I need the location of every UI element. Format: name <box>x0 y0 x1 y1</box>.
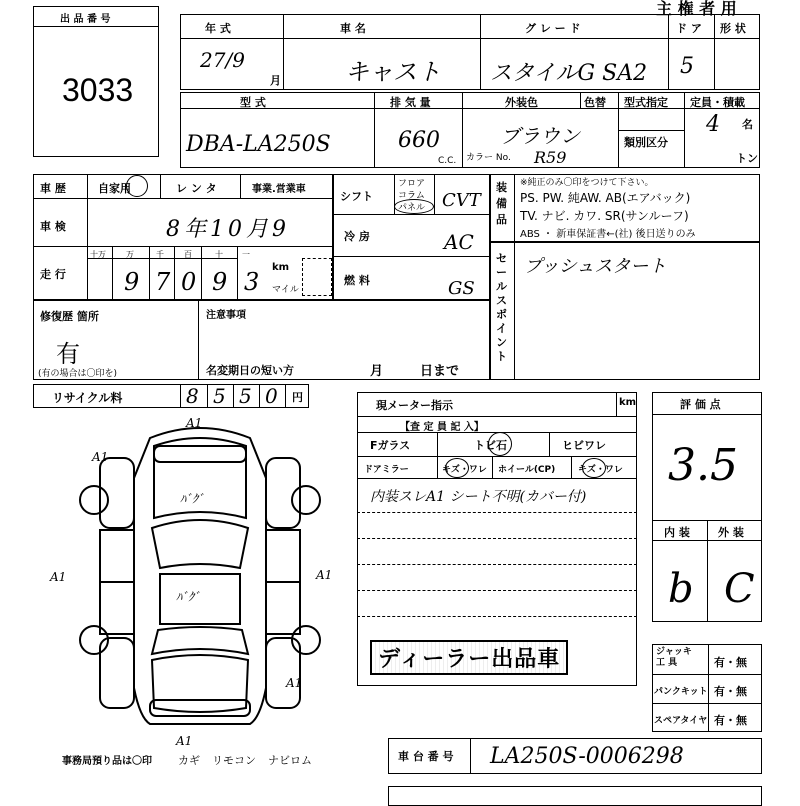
car-windshield <box>152 520 248 568</box>
recycle-digit-0: 8 <box>186 384 199 408</box>
rental-use: レ ン タ <box>176 182 217 195</box>
chassis-label: 車 台 番 号 <box>398 750 454 763</box>
mark-bug-roof: ﾊﾞｸﾞ <box>176 590 201 604</box>
color-label: 外装色 <box>505 96 538 109</box>
name-change-day: 日まで <box>420 364 460 379</box>
sales-point-label: セールスポイント <box>496 252 507 363</box>
color-no-label: カラー No. <box>466 153 511 163</box>
year-value: 27/9 <box>200 48 245 72</box>
grade-label: グ レ ー ド <box>525 22 581 35</box>
inspection-value: 8年10月9 <box>166 217 290 242</box>
km-unit: km <box>272 262 290 273</box>
mile-unit: マイル <box>272 285 299 295</box>
inspection-label: 車 検 <box>40 220 66 233</box>
wheel-damage-label: キズ・ワレ <box>578 465 623 475</box>
displacement-label: 排 気 量 <box>390 96 431 109</box>
puncture-label: パンクキット <box>654 687 708 697</box>
car-diagram <box>70 418 333 740</box>
shape-label: 形 状 <box>720 22 746 35</box>
score-label: 評 価 点 <box>680 398 721 411</box>
mileage-digit-5: 3 <box>244 268 260 296</box>
business-use: 事業.営業車 <box>252 184 306 195</box>
top-right-title: 主 権 者 用 <box>656 0 737 18</box>
meter-label: 現メーター指示 <box>376 399 453 412</box>
wheel-label: ホイール(CP) <box>498 465 556 475</box>
notes-label: 注意事項 <box>206 310 246 321</box>
mileage-digit-3: 0 <box>181 268 197 296</box>
windshield-label: Fガラス <box>370 439 411 452</box>
digit-label-5: 一 <box>242 250 250 259</box>
persons-unit: 名 <box>742 118 753 131</box>
mark-a1-bottom: A1 <box>176 734 193 748</box>
year-unit: 月 <box>270 74 281 87</box>
mark-a1-rear-right: A1 <box>286 676 303 690</box>
grade-value: スタイルG SA2 <box>490 61 648 86</box>
mileage-digit-2: 7 <box>155 268 171 296</box>
shift-value: CVT <box>442 190 481 211</box>
equipment-line2: TV. ナビ. カワ. SR(サンルーフ) <box>520 209 689 223</box>
footer-items-label: 事務局預り品は〇印 <box>62 756 152 767</box>
dealer-stamp: ディーラー出品車 <box>370 640 568 675</box>
mark-a1-right: A1 <box>316 568 333 582</box>
ac-label: 冷 房 <box>344 230 370 243</box>
doors-label: ド ア <box>676 22 702 35</box>
cc-unit: C.C. <box>438 156 457 166</box>
mirror-damage-label: キズ・ワレ <box>442 465 487 475</box>
equipment-note: ※純正のみ〇印をつけて下さい。 <box>520 178 654 188</box>
front-right-wheel <box>292 486 320 514</box>
model-value: DBA-LA250S <box>186 132 331 157</box>
chip-label: トビ石 <box>474 439 507 452</box>
car-trunk <box>152 655 248 712</box>
shift-label: シフト <box>340 190 373 203</box>
shift-panel: パネル <box>398 203 426 213</box>
score-value: 3.5 <box>668 440 738 491</box>
year-label: 年 式 <box>205 22 231 35</box>
model-label: 型 式 <box>240 96 266 109</box>
shift-panel-circle-mark <box>394 199 434 214</box>
ac-value: AC <box>444 230 474 254</box>
category-label: 類別区分 <box>624 136 668 149</box>
jack-yes-no: 有・無 <box>714 656 747 669</box>
interior-value: b <box>668 566 694 612</box>
inspector-section-label: 【査 定 員 記 入】 <box>400 422 484 433</box>
inspector-remark: 内装スレA1 シート不明(カバー付) <box>370 489 587 505</box>
spare-yes-no: 有・無 <box>714 714 747 727</box>
name-change-label: 名変期日の短い方 <box>206 364 294 377</box>
meter-km-unit: km <box>619 397 637 408</box>
wheel-circle-mark <box>582 458 606 478</box>
puncture-yes-no: 有・無 <box>714 685 747 698</box>
fuel-value: GS <box>448 278 475 299</box>
chassis-value: LA250S-0006298 <box>490 744 684 769</box>
equipment-line3: ABS ・ 新車保証書←(社) 後日送りのみ <box>520 229 696 240</box>
crack-label: ヒビワレ <box>562 439 606 452</box>
private-use: 自家用 <box>98 182 131 195</box>
chip-circle-mark <box>488 432 512 456</box>
mark-a1-left: A1 <box>50 570 67 584</box>
front-bumper <box>154 446 246 462</box>
recycle-unit: 円 <box>292 391 303 404</box>
footer-remote: リモコン <box>212 754 256 767</box>
color-change-label: 色替 <box>584 96 606 109</box>
digit-label-1: 万 <box>126 250 134 259</box>
lot-label: 出 品 番 号 <box>60 14 111 25</box>
mile-box <box>302 258 332 296</box>
digit-label-3: 百 <box>184 250 192 259</box>
bottom-box-partial <box>388 786 762 806</box>
mark-a1-left-upper: A1 <box>92 450 109 464</box>
footer-key: カギ <box>178 754 200 767</box>
car-name-label: 車 名 <box>340 22 366 35</box>
front-left-wheel <box>80 486 108 514</box>
doors-value: 5 <box>680 54 694 79</box>
history-label: 車 歴 <box>40 182 66 195</box>
mileage-digit-4: 9 <box>212 268 228 296</box>
equipment-label: 装 備 品 <box>496 181 507 226</box>
capacity-label: 定員・積載 <box>690 96 745 109</box>
sales-point-value: プッシュスタート <box>524 256 667 277</box>
private-circle-mark <box>126 175 148 197</box>
exterior-label: 外 装 <box>718 526 744 539</box>
recycle-digit-3: 0 <box>265 384 278 408</box>
mark-a1-front: A1 <box>186 416 203 430</box>
digit-label-2: 千 <box>156 250 164 259</box>
capacity-value: 4 <box>706 112 720 137</box>
digit-label-4: 十 <box>215 250 223 259</box>
repair-value: 有 <box>56 340 80 368</box>
displacement-value: 660 <box>398 128 440 153</box>
mileage-label: 走 行 <box>40 268 66 281</box>
header-table <box>180 14 760 90</box>
exterior-value: C <box>724 566 755 612</box>
lot-number: 3033 <box>62 72 134 108</box>
digit-label-0: 十万 <box>90 250 106 259</box>
equipment-line1: PS. PW. 純AW. AB(エアバック) <box>520 191 691 205</box>
color-value: ブラウン <box>500 124 580 148</box>
type-designation-label: 型式指定 <box>624 96 668 109</box>
recycle-label: リサイクル料 <box>52 391 123 405</box>
car-name-value: キャスト <box>345 58 441 86</box>
color-no-value: R59 <box>534 148 567 167</box>
spare-label: スペアタイヤ <box>654 716 708 726</box>
car-rear-window <box>152 627 248 654</box>
jack-label: ジャッキ 工 具 <box>656 647 692 668</box>
mirror-circle-mark <box>445 458 469 478</box>
mark-bug-hood: ﾊﾞｸﾞ <box>180 492 205 506</box>
fuel-label: 燃 料 <box>344 274 370 287</box>
repair-note: (有の場合は〇印を) <box>38 369 118 379</box>
mileage-digit-1: 9 <box>124 268 140 296</box>
repair-label: 修復歴 箇所 <box>40 310 99 323</box>
footer-navi: ナビロム <box>268 754 312 767</box>
name-change-month: 月 <box>370 364 384 379</box>
rear-bumper <box>150 700 250 716</box>
shift-floor: フロア <box>398 179 426 189</box>
door-mirror-label: ドアミラー <box>364 465 409 475</box>
ton-unit: トン <box>736 152 758 165</box>
interior-label: 内 装 <box>664 526 690 539</box>
shift-column: コラム <box>398 191 425 201</box>
recycle-digit-1: 5 <box>213 384 226 408</box>
recycle-digit-2: 5 <box>239 384 252 408</box>
